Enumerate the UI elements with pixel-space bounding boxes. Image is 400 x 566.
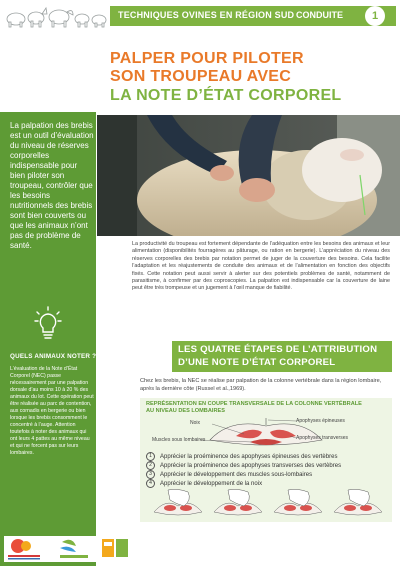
section-heading-line2: D’UNE NOTE D’ÉTAT CORPOREL xyxy=(178,357,336,368)
step-item xyxy=(146,470,386,479)
step-text: Apprécier le développement de la noix xyxy=(160,480,263,487)
page-number-badge: 1 xyxy=(365,6,385,26)
step-item xyxy=(146,452,386,461)
label-epineuses: Apophyses épineuses xyxy=(296,418,345,424)
hand-step-4 xyxy=(334,489,382,515)
header-section: CONDUITE xyxy=(296,10,343,20)
section-intro-text: Chez les brebis, la NEC se réalise par palpation de la colonne vertébrale dans la région lombaire, après la dernière côte (Russel et al.,1969). xyxy=(140,378,382,392)
step-number: 1 xyxy=(146,452,155,461)
step-number: 2 xyxy=(146,461,155,470)
step-text: Apprécier la proéminence des apophyses épineuses des vertèbres xyxy=(160,453,338,460)
page-title-line2: SON TROUPEAU AVEC xyxy=(110,68,292,85)
hand-step-1 xyxy=(154,489,202,515)
sidebar-question-text: L’évaluation de la Note d’État Corporel (NEC) passe nécessairement par une palpation dorsale d’au moins 10 à 20 % des animaux du lot. Cette opération peut être réalisée au parc de contention, aux cornadis en bergerie ou bien lorsque les brebis consomment le concentré à l’auge. Attention toutefois à noter des animaux qui ont leurs 4 pattes au même niveau et qui ne forcent pas sur leurs lombaires. xyxy=(10,366,94,456)
section-heading-line1: LES QUATRE ÉTAPES DE L’ATTRIBUTION xyxy=(178,344,378,355)
sidebar-question-title: QUELS ANIMAUX NOTER ? xyxy=(10,353,97,360)
header-title: TECHNIQUES OVINES EN RÉGION SUD xyxy=(118,10,295,20)
farm-animals-icon xyxy=(4,4,108,28)
step-item xyxy=(146,461,386,470)
diagram-title-line1: REPRÉSENTATION EN COUPE TRANSVERSALE DE LA COLONNE VERTÉBRALE xyxy=(146,401,362,407)
step-text: Apprécier la proéminence des apophyses transverses des vertèbres xyxy=(160,462,342,469)
label-transverses: Apophyses transverses xyxy=(296,435,348,441)
diagram-title-line2: AU NIVEAU DES LOMBAIRES xyxy=(146,408,225,414)
sheep-palpation-photo xyxy=(97,115,400,236)
page-title-line1: PALPER POUR PILOTER xyxy=(110,50,304,67)
label-noix: Noix xyxy=(190,420,201,426)
page-title-line3: LA NOTE D’ÉTAT CORPOREL xyxy=(110,87,342,104)
step-text: Apprécier le développement des muscles sous-lombaires xyxy=(160,471,313,478)
partner-logos xyxy=(4,536,140,562)
hand-step-3 xyxy=(274,489,322,515)
lightbulb-icon xyxy=(34,306,62,342)
step-number: 4 xyxy=(146,479,155,488)
palpation-steps-illustration xyxy=(146,486,386,520)
step-number: 3 xyxy=(146,470,155,479)
vertebra-cross-section xyxy=(140,414,392,450)
sidebar-intro: La palpation des brebis est un outil d’évaluation du niveau de réserves corporelles indispensable pour bien piloter son troupeau, contrôler que les besoins nutritionnels des brebis sont bien couverts ou que les animaux n’ont pas de problème de santé. xyxy=(10,121,94,250)
label-muscles: Muscles sous lombaires xyxy=(152,437,206,443)
intro-paragraph: La productivité du troupeau est fortement dépendante de l’adéquation entre les besoins des animaux et leur alimentation (disponibilités fourragères au pâturage, ou ration en bergerie). L’appréciation du niveau des réserves corporelles des brebis par notation permet de juger de la couverture des besoins. Cela facilite l’adaptation et les réajustements de conduite des animaux et de l’alimentation en fonction des objectifs fixés. Cette notation peut aussi servir à alerter sur des potentiels problèmes de santé, notamment de parasitisme, à confirmer par des coproscopies. La palpation est indispensable car la couverture de laine peut être très trompeuse et un jugement à l’œil manque de fiabilité. xyxy=(132,241,390,292)
hand-step-2 xyxy=(214,489,262,515)
steps-list xyxy=(146,452,386,488)
